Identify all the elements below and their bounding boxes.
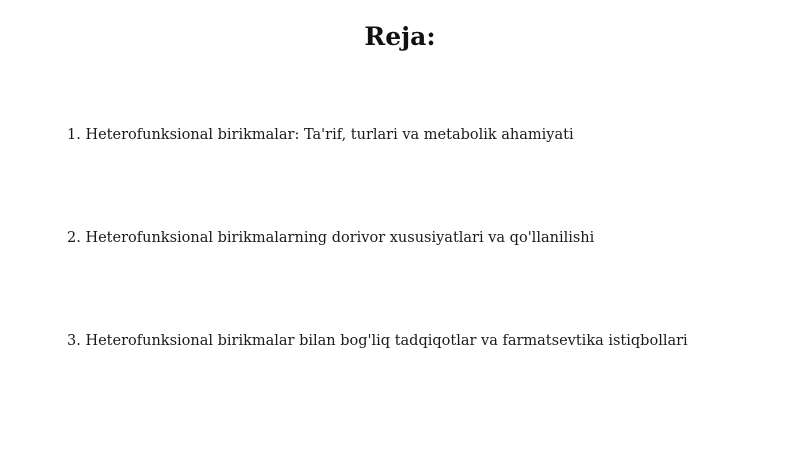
agenda-item: 2. Heterofunksional birikmalarning dorivor xususiyatlari va qo'llanilishi	[67, 230, 595, 246]
agenda-item: 1. Heterofunksional birikmalar: Ta'rif, turlari va metabolik ahamiyati	[67, 127, 574, 143]
agenda-item: 3. Heterofunksional birikmalar bilan bog'liq tadqiqotlar va farmatsevtika istiqbollari	[67, 333, 688, 349]
slide-title: Reja:	[364, 22, 436, 51]
